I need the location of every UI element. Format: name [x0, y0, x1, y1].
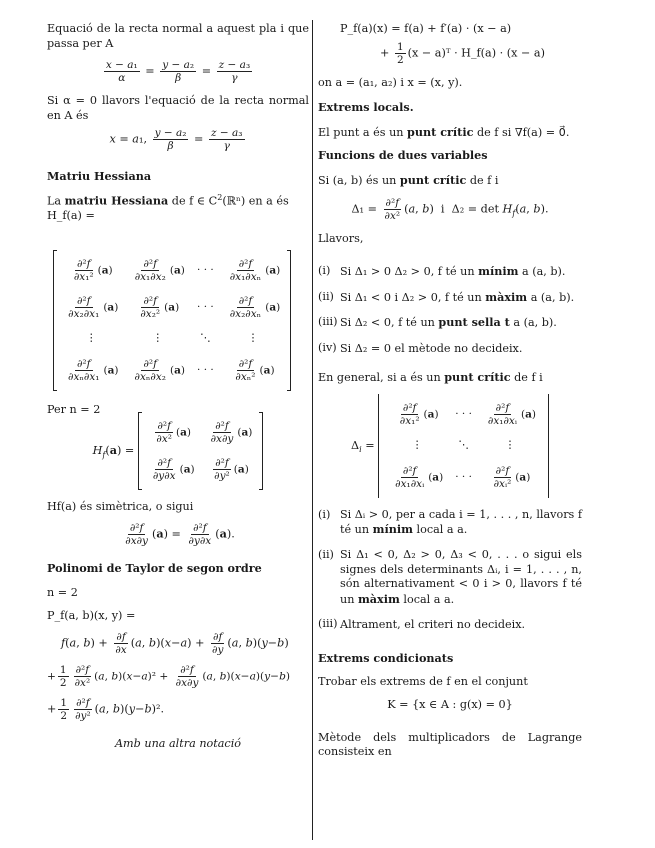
case-item: (iii) Si Δ₂ < 0, f té un punt sella t a (a, b).	[318, 315, 557, 330]
delta-i-determinant: $\Delta_i$ = $\frac{\text{∂²f}}{\text{∂x₁²}}$ (a) · · · $\frac{\text{∂²f}}{\text{∂x₁∂xᵢ}}$ (a) ⋮ ⋱ ⋮ $\frac{\text{∂²f}}{\text{∂x₁∂xᵢ}}$ (a) · · · $\frac{\text{∂²f}}{\text{∂xᵢ²}}$ (a)	[318, 394, 582, 498]
normal-line-equation: $\frac{\text{x − a₁}}{\alpha}$ = $\frac{\text{y − a₂}}{\beta}$ = $\frac{\text{z − a₃}}{\gamma}$	[105, 59, 251, 85]
two-variables-intro: Si (a, b) és un punt crític de f i	[318, 172, 499, 187]
taylor-line-3: + $\frac{1}{2}$ $\frac{\text{∂²f}}{\text{∂y²}}$ (a, b)(y−b)².	[47, 697, 165, 723]
taylor-n-eq: n = 2	[47, 586, 78, 599]
conditional-find: Trobar els extrems de f en el conjunt	[318, 675, 528, 689]
symmetry-equation: $\frac{\text{∂²f}}{\partial x\partial y}$ (a) = $\frac{\text{∂²f}}{\partial y\partial x}$ (a).	[125, 522, 235, 548]
case-item: (i) Si Δ₁ > 0 Δ₂ > 0, f té un mínim a (a, b).	[318, 264, 566, 279]
taylor-line-1: f(a, b) + $\frac{\partial f}{\partial x}$ (a, b)(x−a) + $\frac{\partial f}{\partial y}$ (a, b)(y−b)	[61, 631, 289, 657]
normal-line-intro: Equació de la recta normal a aquest pla i que passa per A	[47, 22, 309, 50]
symmetric-text: Hf(a) és simètrica, o sigui	[47, 499, 194, 513]
two-variables-cases	[318, 264, 582, 356]
left-column	[47, 22, 309, 751]
case-item: (ii) Si Δ₁ < 0, Δ₂ > 0, Δ₃ < 0, . . . o sigui els signes dels determinants Δᵢ, i = 1, . . . , n, són alternativament < 0 i > 0, llavors f té un màxim local a a.	[318, 548, 582, 606]
alpha-zero-text: Si α = 0 llavors l'equació de la recta normal en A és	[47, 94, 309, 122]
n2-label: Per n = 2	[47, 402, 101, 416]
taylor-p-def: P_f(a, b)(x, y) =	[47, 608, 136, 622]
taylor-vector-line-2: + $\frac{1}{2}$ (x − a)ᵀ · H_f(a) · (x − a)	[380, 40, 545, 66]
case-item: (iii) Altrament, el criteri no decideix.	[318, 617, 526, 632]
hessian-intro: La matriu Hessiana de f ∈ $C^2(ℝ^n)$ en a és H_f(a) =	[47, 193, 289, 223]
case-item: (i) Si Δᵢ > 0, per a cada i = 1, . . . , n, llavors f té un mínim local a a.	[318, 507, 582, 537]
taylor-heading: Polinomi de Taylor de segon ordre	[47, 561, 262, 576]
hessian-2x2: $H_f(a)$ = $\frac{\text{∂²f}}{\text{∂x²}}$ (a) $\frac{\text{∂²f}}{\partial x\partial y}$ (a) $\frac{\text{∂²f}}{\partial y\partial x}$ (a) $\frac{\text{∂²f}}{\text{∂y²}}$ (a)	[47, 412, 309, 490]
hessian-heading: Matriu Hessiana	[47, 168, 152, 183]
on-text: on a = (a₁, a₂) i x = (x, y).	[318, 75, 463, 89]
taylor-vector-line-1: P_f(a)(x) = f(a) + f′(a) · (x − a)	[340, 22, 512, 35]
case-item: (ii) Si Δ₁ < 0 i Δ₂ > 0, f té un màxim a (a, b).	[318, 289, 575, 304]
case-item: (iv) Si Δ₂ = 0 el mètode no decideix.	[318, 340, 523, 355]
general-intro: En general, si a és un punt crític de f i	[318, 370, 543, 385]
local-extrema-heading: Extrems locals.	[318, 100, 414, 115]
delta-definitions: Δ₁ = $\frac{\text{∂²f}}{\text{∂x²}}$ (a, b) i $\Delta_2 = \det H_f(a$, b).	[351, 196, 549, 222]
taylor-line-2: + $\frac{1}{2}$ $\frac{\text{∂²f}}{\text{∂x²}}$ (a, b)(x−a)² + $\frac{\text{∂²f}}{\partial x\partial y}$ (a, b)(x−a)(y−b)	[47, 664, 290, 690]
two-variables-heading: Funcions de dues variables	[318, 148, 488, 163]
alt-notation: Amb una altra notació	[114, 736, 242, 750]
critical-point-definition: El punt a és un punt crític de f si ∇f(a) = 0⃗.	[318, 124, 570, 139]
conditional-extrema-heading: Extrems condicionats	[318, 650, 454, 665]
column-divider	[312, 20, 313, 840]
alpha-zero-equation: x = a₁, $\frac{\text{y − a₂}}{\beta}$ = $\frac{\text{z − a₃}}{\gamma}$	[109, 127, 243, 153]
hessian-matrix: $\frac{\text{∂²f}}{\text{∂x₁²}}$ (a) $\frac{\text{∂²f}}{\text{∂x₁∂x₂}}$ (a) · · · $\frac{\text{∂²f}}{\text{∂x₁∂xₙ}}$ (a) $\frac{\text{∂²f}}{\text{∂x₂∂x₁}}$ (a) $\frac{\text{∂²f}}{\text{∂x₂²}}$ (a) · · · $\frac{\text{∂²f}}{\text{∂x₂∂xₙ}}$ (a) ⋮ ⋮ ⋱ ⋮ $\frac{\text{∂²f}}{\text{∂xₙ∂x₁}}$ (a) $\frac{\text{∂²f}}{\text{∂xₙ∂x₂}}$ (a) · · · $\frac{\text{∂²f}}{\text{∂xₙ²}}$ (a)	[53, 250, 309, 391]
llavors: Llavors,	[318, 231, 364, 245]
lagrange-method: Mètode dels multiplicadors de Lagrange consisteix en	[318, 730, 582, 759]
constraint-set: K = {x ∈ A : g(x) = 0}	[387, 697, 513, 711]
general-cases	[318, 508, 582, 633]
right-column	[318, 22, 582, 768]
